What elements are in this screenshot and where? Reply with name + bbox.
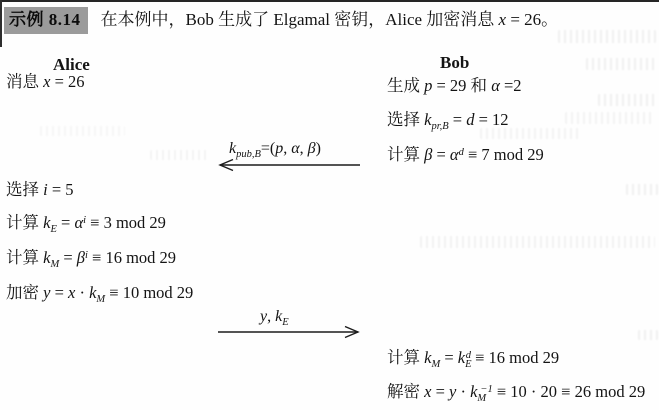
bleedthrough-smudge	[586, 58, 658, 70]
bleedthrough-smudge	[598, 94, 658, 106]
alice-step-compute-km: 计算 $k_M = \beta^i \equiv 16$ mod 29	[6, 248, 177, 270]
bleedthrough-smudge	[565, 112, 655, 124]
left-arrow-icon	[217, 158, 362, 172]
bleedthrough-smudge	[638, 330, 658, 340]
bleedthrough-smudge	[558, 30, 656, 43]
example-title-text: 在本例中，Bob 生成了 Elgamal 密钥，Alice 加密消息 x = 26。	[100, 10, 559, 29]
bleedthrough-smudge	[480, 128, 580, 139]
public-key-message-label: $k_{pub,B}=(p$, α, β)	[229, 140, 321, 160]
bob-step-compute-beta: 计算 $\beta = \alpha^d \equiv 7$ mod 29	[387, 145, 544, 164]
alice-step-message: 消息 x = 26	[6, 72, 85, 91]
bleedthrough-smudge	[626, 184, 658, 195]
alice-step-choose-i: 选择 i = 5	[6, 180, 74, 199]
bob-step-generate-p-alpha: 生成 p = 29 和 α =2	[387, 76, 522, 95]
bob-column-header: Bob	[440, 53, 470, 72]
bob-step-decrypt: 解密 $x = y \cdot k_M^{-1} \equiv 10 \cdot 20 \equiv 26$ mod 29	[387, 382, 646, 404]
scan-border-top	[0, 0, 659, 2]
bob-step-compute-km: 计算 $k_M = k_E^d \equiv 16$ mod 29	[387, 348, 560, 370]
example-title	[4, 7, 558, 34]
bob-step-choose-private-key: 选择 $k_{pr,B} = d = 12$	[387, 110, 509, 132]
bleedthrough-smudge	[150, 150, 210, 160]
bleedthrough-smudge	[40, 126, 125, 136]
right-arrow-icon	[216, 325, 361, 339]
alice-step-compute-ke: 计算 $k_E = \alpha^i \equiv 3$ mod 29	[6, 213, 166, 235]
bleedthrough-smudge	[420, 236, 655, 248]
example-badge: 示例 8.14	[4, 7, 88, 34]
alice-step-encrypt: 加密 $y = x \cdot k_M \equiv 10$ mod 29	[6, 283, 194, 305]
alice-column-header: Alice	[53, 55, 90, 74]
ciphertext-message-label: y, $k_E$	[260, 308, 289, 328]
scan-border-left	[0, 0, 2, 47]
